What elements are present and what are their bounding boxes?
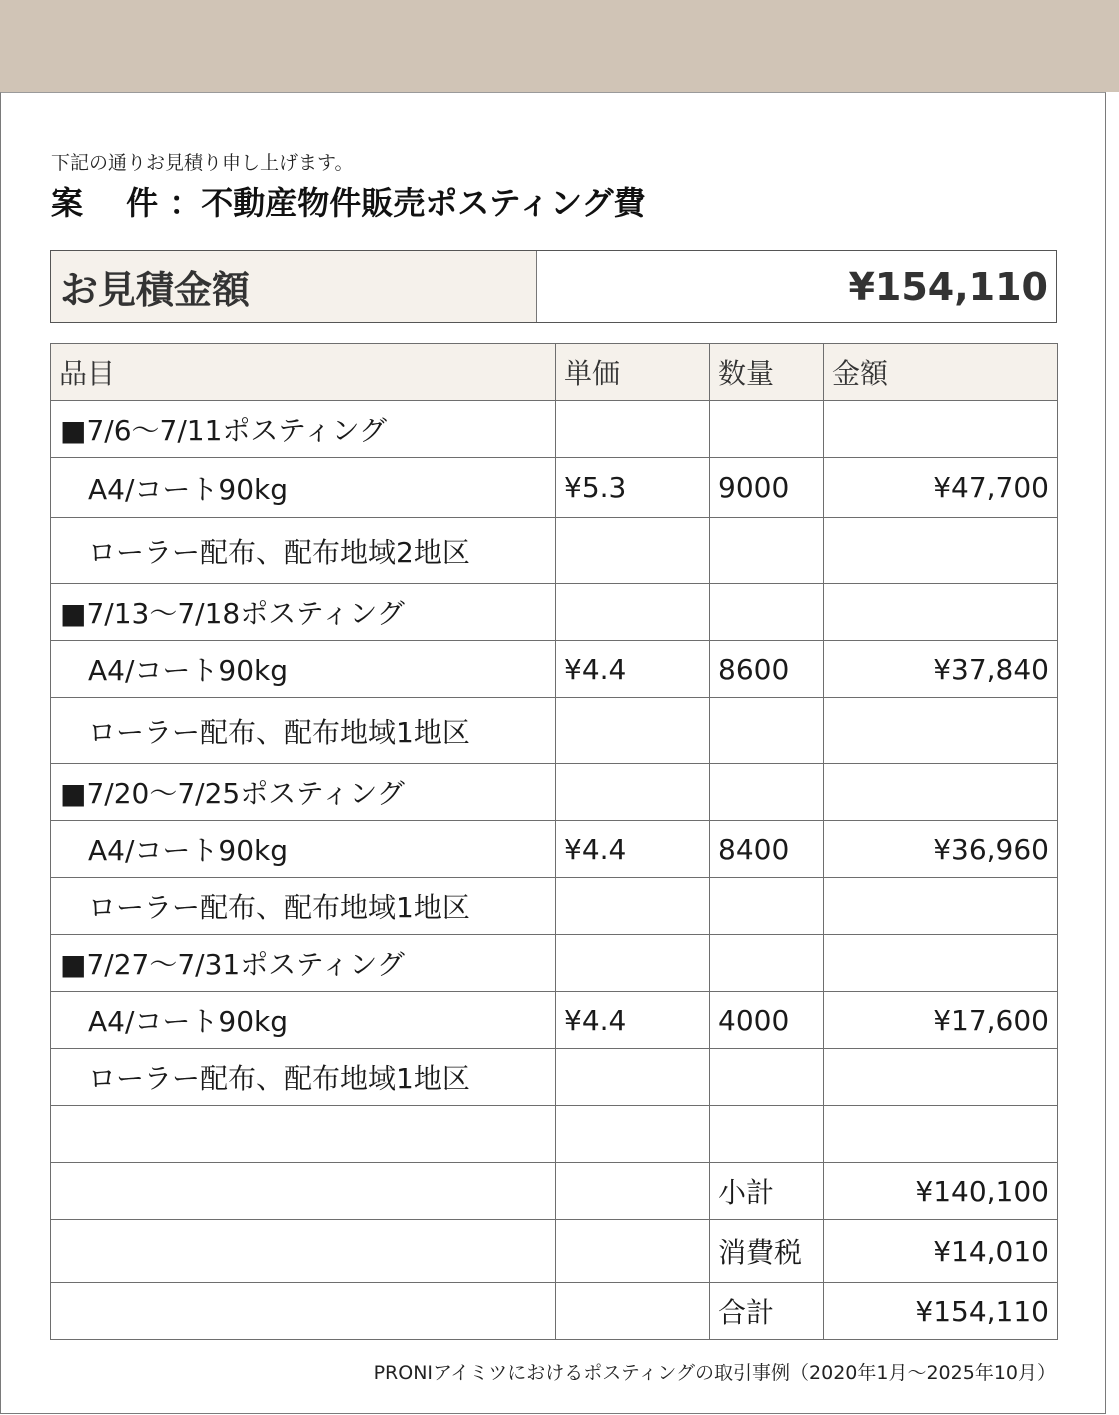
item-cell: ■7/20〜7/25ポスティング	[51, 764, 556, 821]
table-row	[51, 698, 1058, 764]
column-header-unit-price: 単価	[556, 344, 710, 401]
tax-value: ¥14,010	[824, 1220, 1058, 1283]
total-value: ¥154,110	[824, 1283, 1058, 1340]
table-row	[51, 584, 1058, 641]
quantity-cell	[710, 1049, 824, 1106]
item-cell: ■7/13〜7/18ポスティング	[51, 584, 556, 641]
item-cell: ローラー配布、配布地域1地区	[51, 878, 556, 935]
tax-row	[51, 1220, 1058, 1283]
unit-price-cell	[556, 584, 710, 641]
quantity-cell	[710, 935, 824, 992]
unit-price-cell	[556, 1049, 710, 1106]
amount-cell	[824, 401, 1058, 458]
estimate-total-value: ¥154,110	[848, 264, 1048, 309]
subtotal-label: 小計	[710, 1163, 824, 1220]
item-cell: A4/コート90kg	[51, 992, 556, 1049]
line-items-table	[50, 343, 1058, 1340]
unit-price-cell: ¥5.3	[556, 458, 710, 518]
subtotal-row	[51, 1163, 1058, 1220]
table-header-row	[51, 344, 1058, 401]
unit-price-cell	[556, 935, 710, 992]
table-row	[51, 401, 1058, 458]
table-row	[51, 1049, 1058, 1106]
unit-price-cell	[556, 878, 710, 935]
table-row	[51, 1106, 1058, 1163]
quantity-cell	[710, 764, 824, 821]
quantity-cell	[710, 698, 824, 764]
table-row	[51, 641, 1058, 698]
empty-cell	[51, 1163, 556, 1220]
unit-price-cell	[556, 698, 710, 764]
estimate-total-box	[50, 250, 1057, 323]
top-banner	[0, 0, 1119, 92]
quantity-cell: 8600	[710, 641, 824, 698]
table-row	[51, 821, 1058, 878]
empty-cell	[51, 1283, 556, 1340]
total-row	[51, 1283, 1058, 1340]
item-cell: ローラー配布、配布地域1地区	[51, 698, 556, 764]
empty-cell	[556, 1220, 710, 1283]
amount-cell: ¥47,700	[824, 458, 1058, 518]
amount-cell	[824, 935, 1058, 992]
unit-price-cell: ¥4.4	[556, 821, 710, 878]
item-cell: A4/コート90kg	[51, 458, 556, 518]
total-label: 合計	[710, 1283, 824, 1340]
amount-cell: ¥36,960	[824, 821, 1058, 878]
item-cell: ■7/6〜7/11ポスティング	[51, 401, 556, 458]
amount-cell	[824, 518, 1058, 584]
amount-cell	[824, 584, 1058, 641]
unit-price-cell	[556, 518, 710, 584]
table-row	[51, 935, 1058, 992]
item-cell: A4/コート90kg	[51, 821, 556, 878]
estimate-total-label: お見積金額	[51, 251, 537, 322]
amount-cell	[824, 1106, 1058, 1163]
unit-price-cell	[556, 401, 710, 458]
amount-cell	[824, 764, 1058, 821]
table-row	[51, 458, 1058, 518]
item-cell: A4/コート90kg	[51, 641, 556, 698]
quantity-cell: 8400	[710, 821, 824, 878]
source-footnote: PRONIアイミツにおけるポスティングの取引事例（2020年1月〜2025年10月）	[373, 1362, 1056, 1384]
table-row	[51, 518, 1058, 584]
amount-cell	[824, 878, 1058, 935]
unit-price-cell: ¥4.4	[556, 992, 710, 1049]
item-cell: ■7/27〜7/31ポスティング	[51, 935, 556, 992]
item-cell: ローラー配布、配布地域1地区	[51, 1049, 556, 1106]
quantity-cell	[710, 401, 824, 458]
empty-cell	[556, 1163, 710, 1220]
column-header-quantity: 数量	[710, 344, 824, 401]
subject-title: 案 件 ：不動産物件販売ポスティング費	[51, 184, 646, 222]
empty-cell	[556, 1283, 710, 1340]
amount-cell	[824, 698, 1058, 764]
subtotal-value: ¥140,100	[824, 1163, 1058, 1220]
empty-cell	[51, 1220, 556, 1283]
quantity-cell	[710, 584, 824, 641]
table-row	[51, 992, 1058, 1049]
item-cell	[51, 1106, 556, 1163]
quantity-cell	[710, 1106, 824, 1163]
unit-price-cell: ¥4.4	[556, 641, 710, 698]
unit-price-cell	[556, 764, 710, 821]
quantity-cell: 4000	[710, 992, 824, 1049]
unit-price-cell	[556, 1106, 710, 1163]
quantity-cell: 9000	[710, 458, 824, 518]
column-header-amount: 金額	[824, 344, 1058, 401]
quantity-cell	[710, 878, 824, 935]
amount-cell: ¥17,600	[824, 992, 1058, 1049]
column-header-item: 品目	[51, 344, 556, 401]
table-row	[51, 764, 1058, 821]
item-cell: ローラー配布、配布地域2地区	[51, 518, 556, 584]
table-row	[51, 878, 1058, 935]
amount-cell	[824, 1049, 1058, 1106]
amount-cell: ¥37,840	[824, 641, 1058, 698]
quantity-cell	[710, 518, 824, 584]
intro-text: 下記の通りお見積り申し上げます。	[51, 152, 354, 174]
tax-label: 消費税	[710, 1220, 824, 1283]
